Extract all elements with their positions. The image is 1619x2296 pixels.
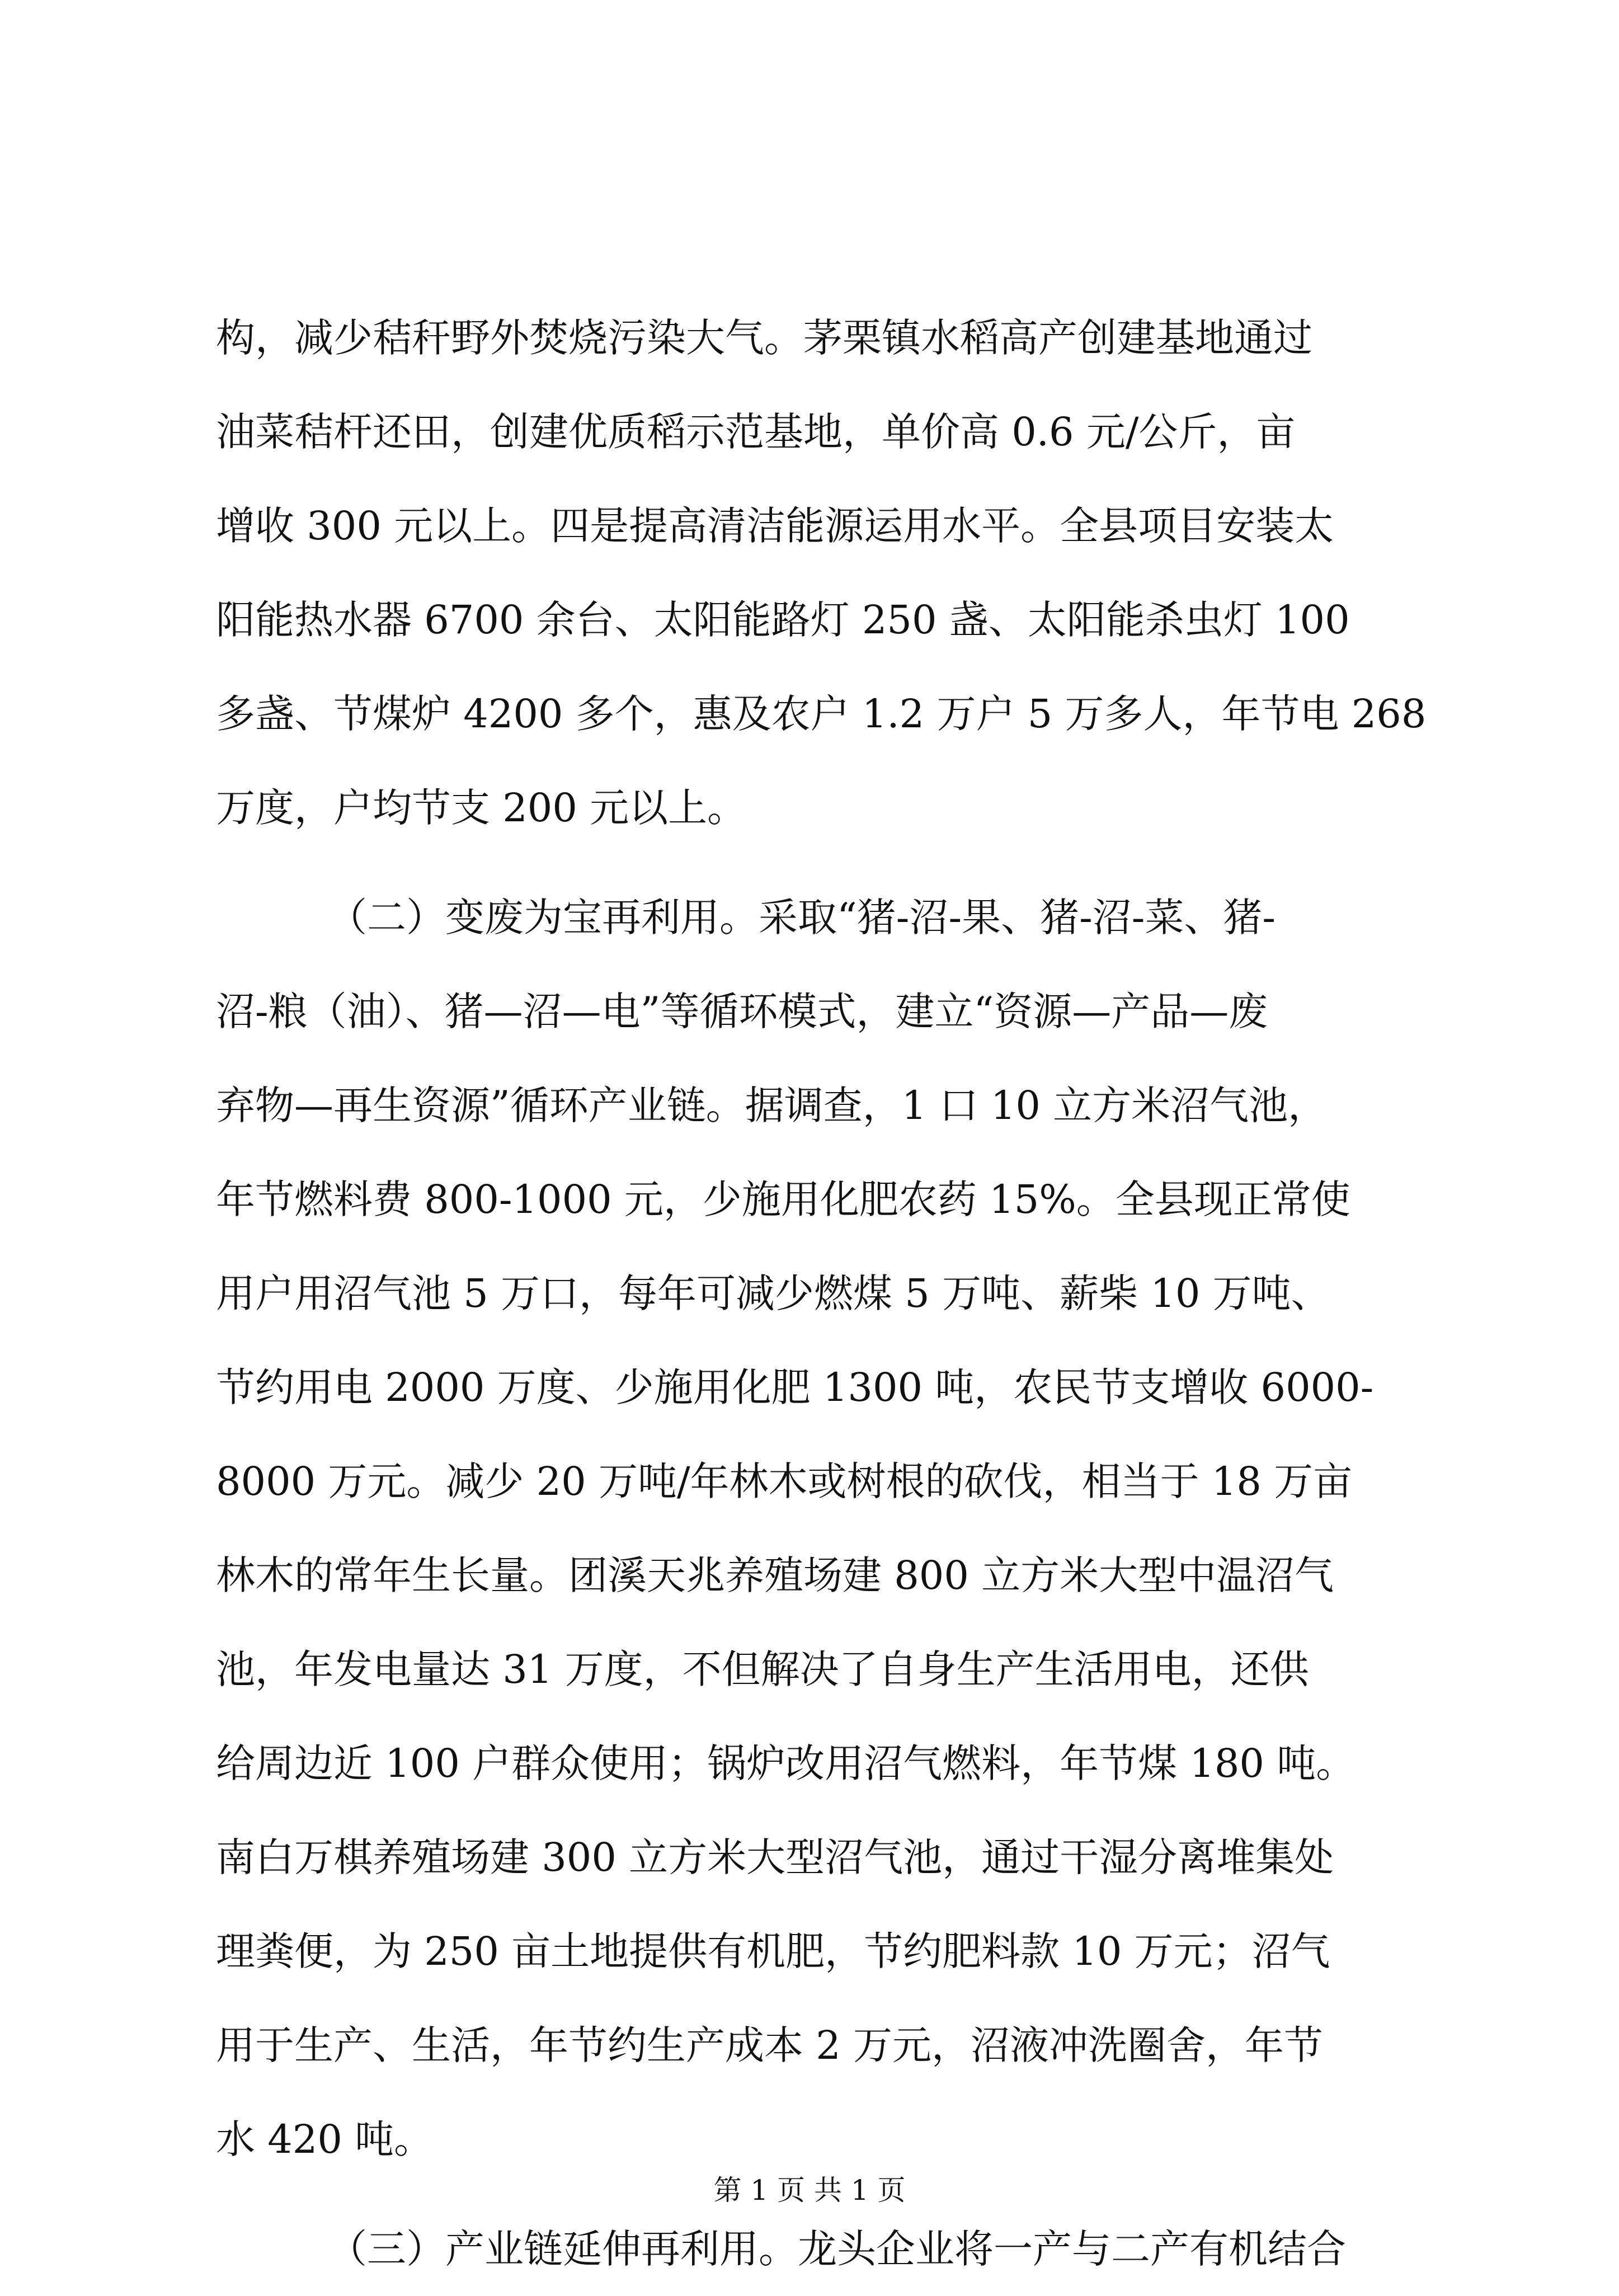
text-line: 弃物—再生资源”循环产业链。据调查，1 口 10 立方米沼气池， [216, 1083, 1328, 1128]
page-footer [0, 2171, 1619, 2210]
text-line: 构，减少秸秆野外焚烧污染大气。茅栗镇水稻高产创建基地通过 [216, 315, 1312, 361]
text-line: 给周边近 100 户群众使用；锅炉改用沼气燃料，年节煤 180 吨。 [216, 1740, 1356, 1786]
text-line: 8000 万元。减少 20 万吨/年林木或树根的砍伐，相当于 18 万亩 [216, 1458, 1353, 1504]
text-line: 节约用电 2000 万度、少施用化肥 1300 吨，农民节支增收 6000- [216, 1365, 1374, 1410]
text-line: 油菜秸杆还田，创建优质稻示范基地，单价高 0.6 元/公斤，亩 [216, 409, 1296, 455]
page-number-label: 第 1 页 共 1 页 [713, 2174, 906, 2206]
paragraph-start-line: （二）变废为宝再利用。采取“猪-沼-果、猪-沼-菜、猪- [328, 895, 1276, 940]
text-line: 池，年发电量达 31 万度，不但解决了自身生产生活用电，还供 [216, 1646, 1309, 1692]
paragraph-start-line: （三）产业链延伸再利用。龙头企业将一产与二产有机结合 [328, 2226, 1346, 2272]
text-line: 林木的常年生长量。团溪天兆养殖场建 800 立方米大型中温沼气 [216, 1552, 1334, 1598]
text-line: 沼-粮（油）、猪—沼—电”等循环模式，建立“资源—产品—废 [216, 989, 1268, 1034]
text-line: 水 420 吨。 [216, 2116, 434, 2162]
text-line: 阳能热水器 6700 余台、太阳能路灯 250 盏、太阳能杀虫灯 100 [216, 597, 1350, 643]
text-line: 用户用沼气池 5 万口，每年可减少燃煤 5 万吨、薪柴 10 万吨、 [216, 1271, 1330, 1316]
text-line: 年节燃料费 800-1000 元，少施用化肥农药 15%。全县现正常使 [216, 1177, 1350, 1222]
text-line: 增收 300 元以上。四是提高清洁能源运用水平。全县项目安装太 [216, 503, 1334, 549]
text-line: 用于生产、生活，年节约生产成本 2 万元，沼液冲洗圈舍，年节 [216, 2022, 1324, 2068]
text-line: 南白万棋养殖场建 300 立方米大型沼气池，通过干湿分离堆集处 [216, 1834, 1334, 1880]
text-line: 理粪便，为 250 亩土地提供有机肥，节约肥料款 10 万元；沼气 [216, 1928, 1330, 1974]
text-line: 多盏、节煤炉 4200 多个，惠及农户 1.2 万户 5 万多人，年节电 268 [216, 691, 1427, 737]
text-line: 万度，户均节支 200 元以上。 [216, 785, 747, 831]
document-body [216, 291, 1427, 2296]
